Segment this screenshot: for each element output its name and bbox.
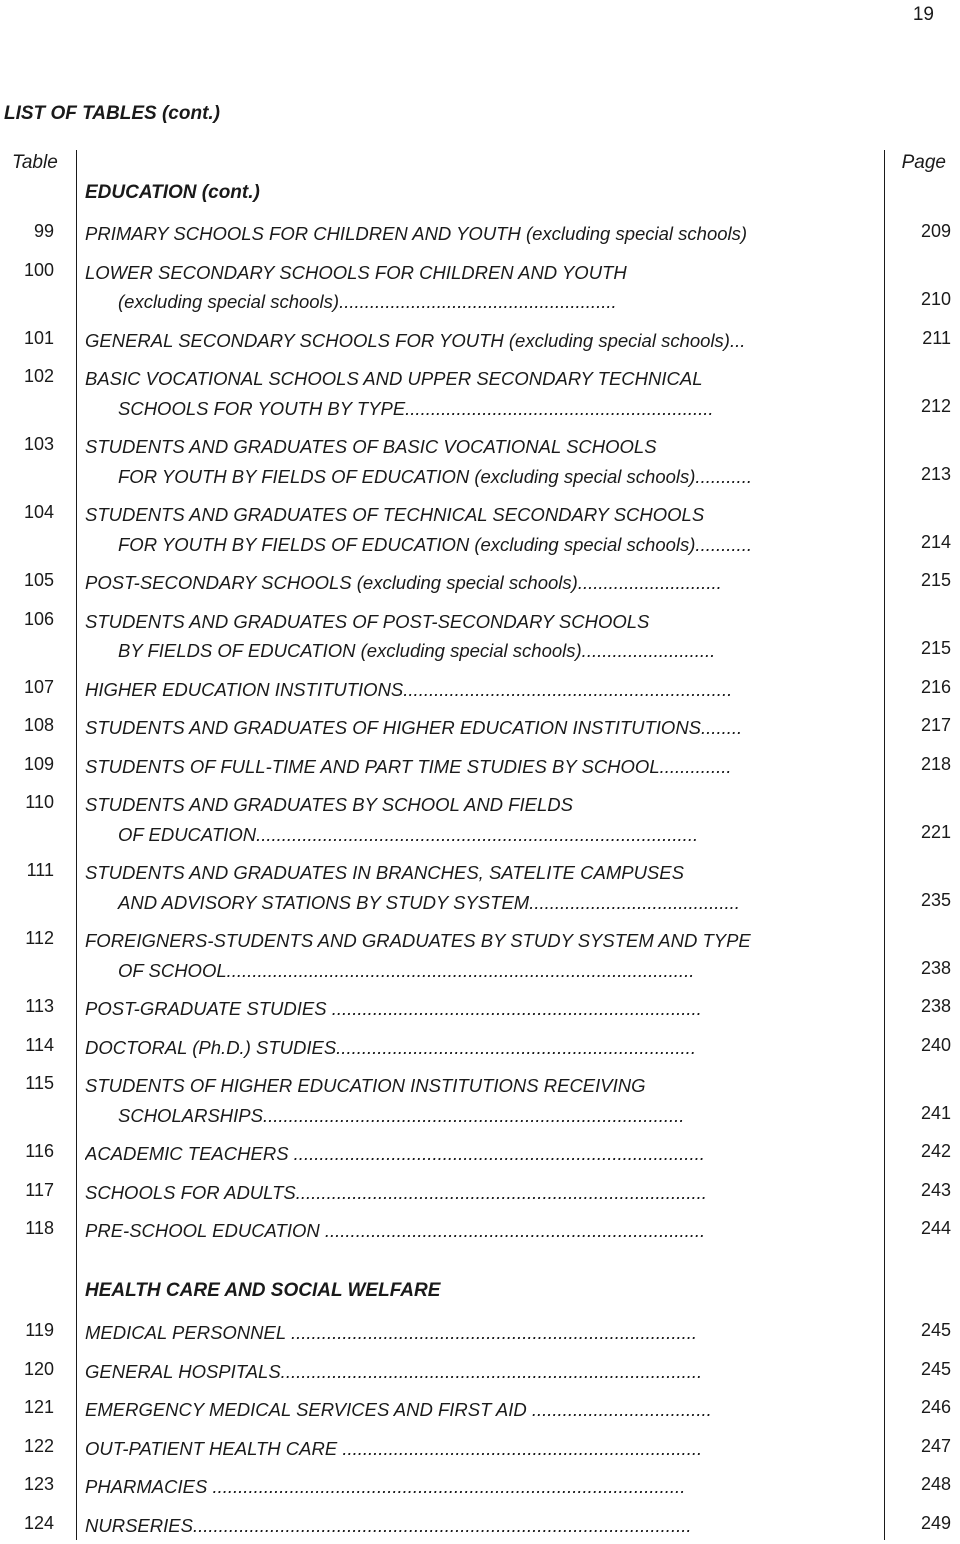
table-title-line: EMERGENCY MEDICAL SERVICES AND FIRST AID ................................... — [85, 1399, 712, 1420]
page-reference: 238 — [920, 996, 951, 1016]
table-title-line: (excluding special schools)...................................................... — [118, 291, 617, 312]
table-title — [85, 1139, 855, 1169]
table-number: 107 — [23, 676, 54, 697]
table-title-line: GENERAL SECONDARY SCHOOLS FOR YOUTH (excluding special schools)... — [85, 329, 746, 351]
table-number: 117 — [25, 1179, 54, 1200]
section-title: HEALTH CARE AND SOCIAL WELFARE — [85, 1280, 441, 1301]
table-title-line: SCHOOLS FOR ADULTS................................................................................ — [85, 1181, 707, 1203]
table-title-line: AND ADVISORY STATIONS BY STUDY SYSTEM......................................... — [118, 891, 740, 913]
table-title-line: OF SCHOOL........................................................................................... — [118, 959, 695, 981]
page-reference: 242 — [920, 1141, 951, 1161]
table-title-line: FOREIGNERS-STUDENTS AND GRADUATES BY STUDY SYSTEM AND TYPE — [85, 930, 751, 951]
table-number: 116 — [25, 1141, 54, 1161]
table-number: 110 — [25, 792, 54, 812]
table-title — [85, 752, 855, 782]
table-title — [85, 1178, 855, 1208]
table-number: 122 — [23, 1435, 54, 1456]
table-title — [85, 675, 855, 705]
list-title: LIST OF TABLES (cont.) — [4, 103, 221, 124]
table-number: 104 — [23, 502, 54, 522]
table-title-line: BY FIELDS OF EDUCATION (excluding special schools).......................... — [118, 640, 716, 661]
table-title — [85, 1357, 855, 1387]
table-title-line: STUDENTS AND GRADUATES OF HIGHER EDUCATION INSTITUTIONS........ — [85, 717, 743, 738]
table-title — [85, 500, 855, 559]
table-number: 99 — [33, 221, 54, 241]
table-title-line: HIGHER EDUCATION INSTITUTIONS................................................................ — [85, 678, 733, 700]
table-title-line: POST-GRADUATE STUDIES ........................................................................ — [85, 998, 702, 1019]
table-title-line: ACADEMIC TEACHERS ................................................................................ — [85, 1143, 705, 1164]
table-number: 123 — [23, 1474, 54, 1494]
table-title-line: STUDENTS OF HIGHER EDUCATION INSTITUTIONS RECEIVING — [85, 1075, 646, 1096]
table-title-line: STUDENTS AND GRADUATES OF BASIC VOCATIONAL SCHOOLS — [85, 436, 657, 457]
table-number: 112 — [25, 928, 54, 948]
section-title: EDUCATION (cont.) — [85, 182, 260, 203]
table-title — [85, 1511, 855, 1541]
table-number: 114 — [25, 1034, 54, 1055]
table-title-line: FOR YOUTH BY FIELDS OF EDUCATION (excluding special schools)........... — [118, 533, 752, 555]
page-reference: 246 — [920, 1397, 951, 1417]
table-title-line: OF EDUCATION...................................................................................... — [118, 823, 699, 845]
table-number: 103 — [23, 434, 54, 454]
table-title-line: FOR YOUTH BY FIELDS OF EDUCATION (excluding special schools)........... — [118, 465, 752, 487]
table-title — [85, 1395, 855, 1425]
table-title — [85, 1318, 855, 1348]
table-title — [85, 1472, 855, 1502]
table-title-line: BASIC VOCATIONAL SCHOOLS AND UPPER SECONDARY TECHNICAL — [85, 368, 703, 389]
page-reference: 249 — [920, 1512, 951, 1533]
table-title — [85, 790, 855, 849]
table-title-line: LOWER SECONDARY SCHOOLS FOR CHILDREN AND YOUTH — [85, 261, 627, 283]
table-number: 119 — [25, 1320, 54, 1340]
table-title-line: GENERAL HOSPITALS.................................................................................. — [85, 1360, 703, 1382]
table-title-line: MEDICAL PERSONNEL ............................................................................... — [85, 1322, 698, 1343]
table-number: 120 — [23, 1358, 54, 1379]
page-reference: 245 — [920, 1320, 951, 1340]
table-number: 106 — [23, 608, 54, 629]
table-number: 100 — [23, 259, 54, 280]
page-reference: 243 — [920, 1179, 951, 1200]
table-title-line: SCHOOLS FOR YOUTH BY TYPE............................................................ — [118, 397, 714, 419]
page-reference: 247 — [920, 1435, 951, 1456]
table-number: 118 — [25, 1218, 54, 1238]
table-title-line: STUDENTS AND GRADUATES OF POST-SECONDARY SCHOOLS — [85, 610, 650, 632]
table-title — [85, 432, 855, 491]
page-reference: 216 — [920, 676, 951, 697]
table-title-line: OUT-PATIENT HEALTH CARE ...................................................................... — [85, 1437, 703, 1459]
table-title — [85, 858, 855, 917]
page-reference: 241 — [920, 1102, 951, 1123]
table-number: 111 — [26, 860, 54, 880]
table-number: 101 — [23, 327, 54, 348]
page-reference: 245 — [920, 1358, 951, 1379]
page-reference: 218 — [920, 753, 951, 774]
table-title — [85, 568, 855, 598]
table-column-header: Table — [12, 152, 58, 173]
table-number: 108 — [23, 715, 54, 735]
table-number: 115 — [25, 1073, 54, 1093]
table-title — [85, 1434, 855, 1464]
page-reference: 210 — [920, 289, 951, 309]
table-title-line: POST-SECONDARY SCHOOLS (excluding special schools)............................ — [85, 572, 722, 593]
page-number: 19 — [912, 4, 934, 25]
table-number: 113 — [25, 996, 54, 1016]
page-reference: 235 — [920, 889, 951, 910]
table-number: 109 — [23, 753, 54, 774]
table-title — [85, 326, 855, 356]
table-title-line: PHARMACIES ............................................................................................ — [85, 1476, 686, 1497]
page-column-header: Page — [901, 152, 946, 173]
page-reference: 240 — [920, 1034, 951, 1055]
page-reference: 215 — [920, 570, 951, 590]
page-reference: 211 — [922, 327, 951, 348]
table-number: 121 — [23, 1397, 54, 1417]
page-reference: 213 — [920, 463, 951, 484]
table-title-line: STUDENTS OF FULL-TIME AND PART TIME STUDIES BY SCHOOL.............. — [85, 755, 732, 777]
table-title — [85, 607, 855, 666]
page-reference: 209 — [920, 221, 951, 241]
table-title — [85, 994, 855, 1024]
table-title — [85, 258, 855, 317]
table-title-line: STUDENTS AND GRADUATES OF TECHNICAL SECONDARY SCHOOLS — [85, 504, 705, 525]
table-title — [85, 713, 855, 743]
table-title — [85, 1033, 855, 1063]
page-reference: 238 — [920, 957, 951, 978]
table-title-line: PRE-SCHOOL EDUCATION .......................................................................... — [85, 1220, 706, 1241]
page-reference: 244 — [920, 1218, 951, 1238]
page-reference: 215 — [920, 638, 951, 658]
table-number: 102 — [23, 366, 54, 386]
table-title — [85, 1071, 855, 1130]
table-title — [85, 219, 855, 249]
table-title-line: STUDENTS AND GRADUATES BY SCHOOL AND FIELDS — [85, 794, 573, 815]
page-reference: 217 — [920, 715, 951, 735]
table-title-line: SCHOLARSHIPS.................................................................................. — [118, 1104, 685, 1126]
page-reference: 221 — [920, 821, 951, 842]
table-title-line: PRIMARY SCHOOLS FOR CHILDREN AND YOUTH (excluding special schools) — [85, 223, 748, 244]
table-number: 105 — [23, 570, 54, 590]
page-reference: 214 — [920, 531, 951, 552]
table-title-line: DOCTORAL (Ph.D.) STUDIES...................................................................... — [85, 1036, 696, 1058]
right-column-rule — [884, 150, 885, 1540]
table-number: 124 — [23, 1512, 54, 1533]
table-title — [85, 1216, 855, 1246]
table-title-line: STUDENTS AND GRADUATES IN BRANCHES, SATELITE CAMPUSES — [85, 862, 684, 883]
page-reference: 212 — [920, 395, 951, 416]
page-reference: 248 — [920, 1474, 951, 1494]
table-title — [85, 364, 855, 423]
table-title-line: NURSERIES................................................................................................. — [85, 1514, 692, 1536]
left-column-rule — [76, 150, 77, 1540]
table-title — [85, 926, 855, 985]
